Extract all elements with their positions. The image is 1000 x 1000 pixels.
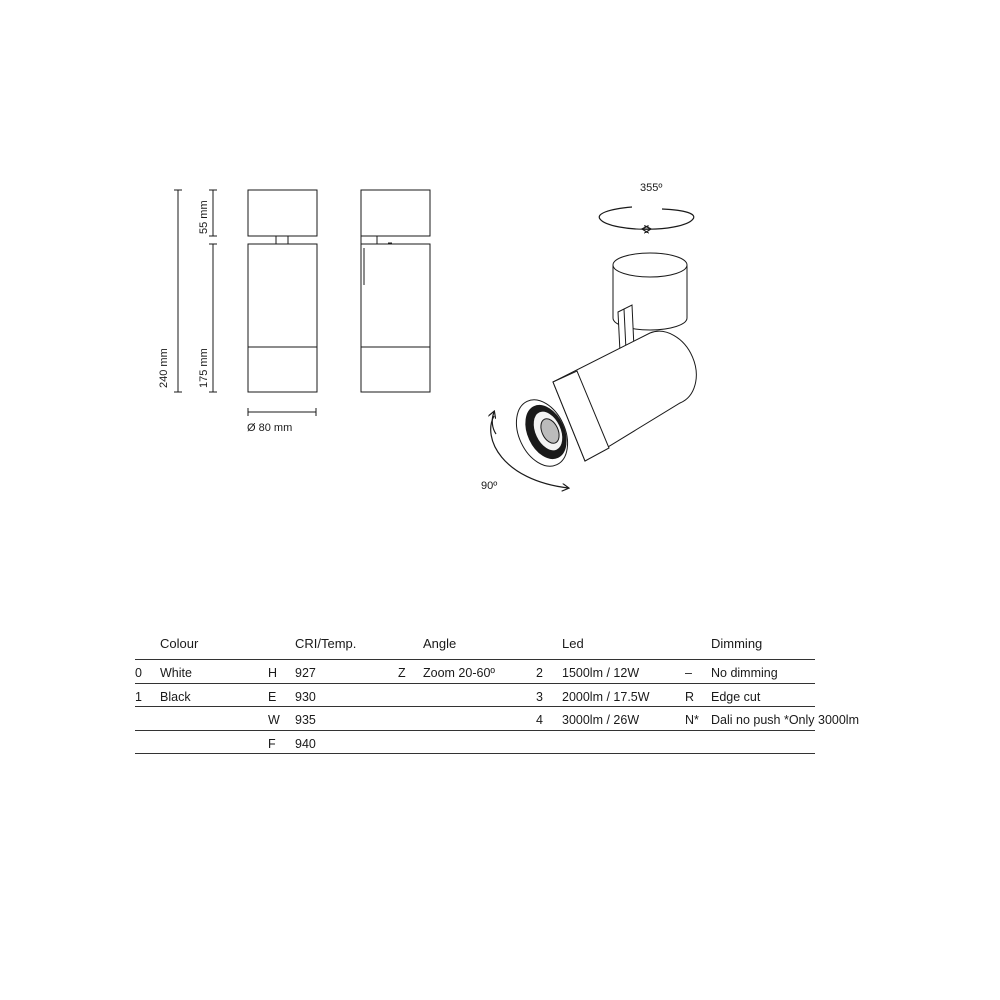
table-row xyxy=(135,684,815,708)
cri-value: 930 xyxy=(295,689,316,704)
side-view xyxy=(361,190,430,392)
diameter-label: Ø 80 mm xyxy=(247,422,293,434)
spec-table xyxy=(135,628,859,754)
dim-code: N* xyxy=(685,713,699,727)
cri-code: F xyxy=(268,736,276,751)
dim-code: – xyxy=(685,666,692,680)
table-row xyxy=(135,731,815,755)
colour-value: Black xyxy=(160,689,191,704)
led-value: 2000lm / 17.5W xyxy=(562,689,650,704)
cri-value: 935 xyxy=(295,713,316,727)
table-row xyxy=(135,660,815,684)
angle-code: Z xyxy=(398,666,406,680)
angle-header: Angle xyxy=(423,636,457,651)
perspective-view xyxy=(506,253,696,474)
dim-code: R xyxy=(685,689,695,704)
cri-value: 940 xyxy=(295,736,316,751)
dim-value: Dali no push *Only 3000lm xyxy=(711,713,859,727)
dim-value: Edge cut xyxy=(711,689,761,704)
led-header: Led xyxy=(562,636,584,651)
angle-value: Zoom 20-60º xyxy=(423,666,495,680)
colour-value: White xyxy=(160,666,192,680)
colour-code: 1 xyxy=(135,689,142,704)
led-code: 2 xyxy=(536,666,543,680)
table-row xyxy=(135,707,859,731)
rotation-355-label: 355º xyxy=(640,182,663,194)
led-code: 4 xyxy=(536,713,543,727)
colour-code: 0 xyxy=(135,666,142,680)
front-view xyxy=(248,190,317,392)
cri-value: 927 xyxy=(295,666,316,680)
led-code: 3 xyxy=(536,689,543,704)
cri-code: W xyxy=(268,713,280,727)
rotation-arrows-icon xyxy=(599,207,694,229)
dim-value: No dimming xyxy=(711,666,778,680)
spec-table-header xyxy=(135,628,815,660)
dimming-header: Dimming xyxy=(711,636,763,651)
colour-header: Colour xyxy=(160,636,199,651)
tilt-90-label: 90º xyxy=(481,480,498,492)
body-height-label: 175 mm xyxy=(198,348,210,388)
cri-code: E xyxy=(268,689,277,704)
led-value: 3000lm / 26W xyxy=(562,713,640,727)
cri-code: H xyxy=(268,666,278,680)
total-height-label: 240 mm xyxy=(158,348,170,388)
cri-header: CRI/Temp. xyxy=(295,636,357,651)
top-height-label: 55 mm xyxy=(198,200,210,234)
led-value: 1500lm / 12W xyxy=(562,666,640,680)
